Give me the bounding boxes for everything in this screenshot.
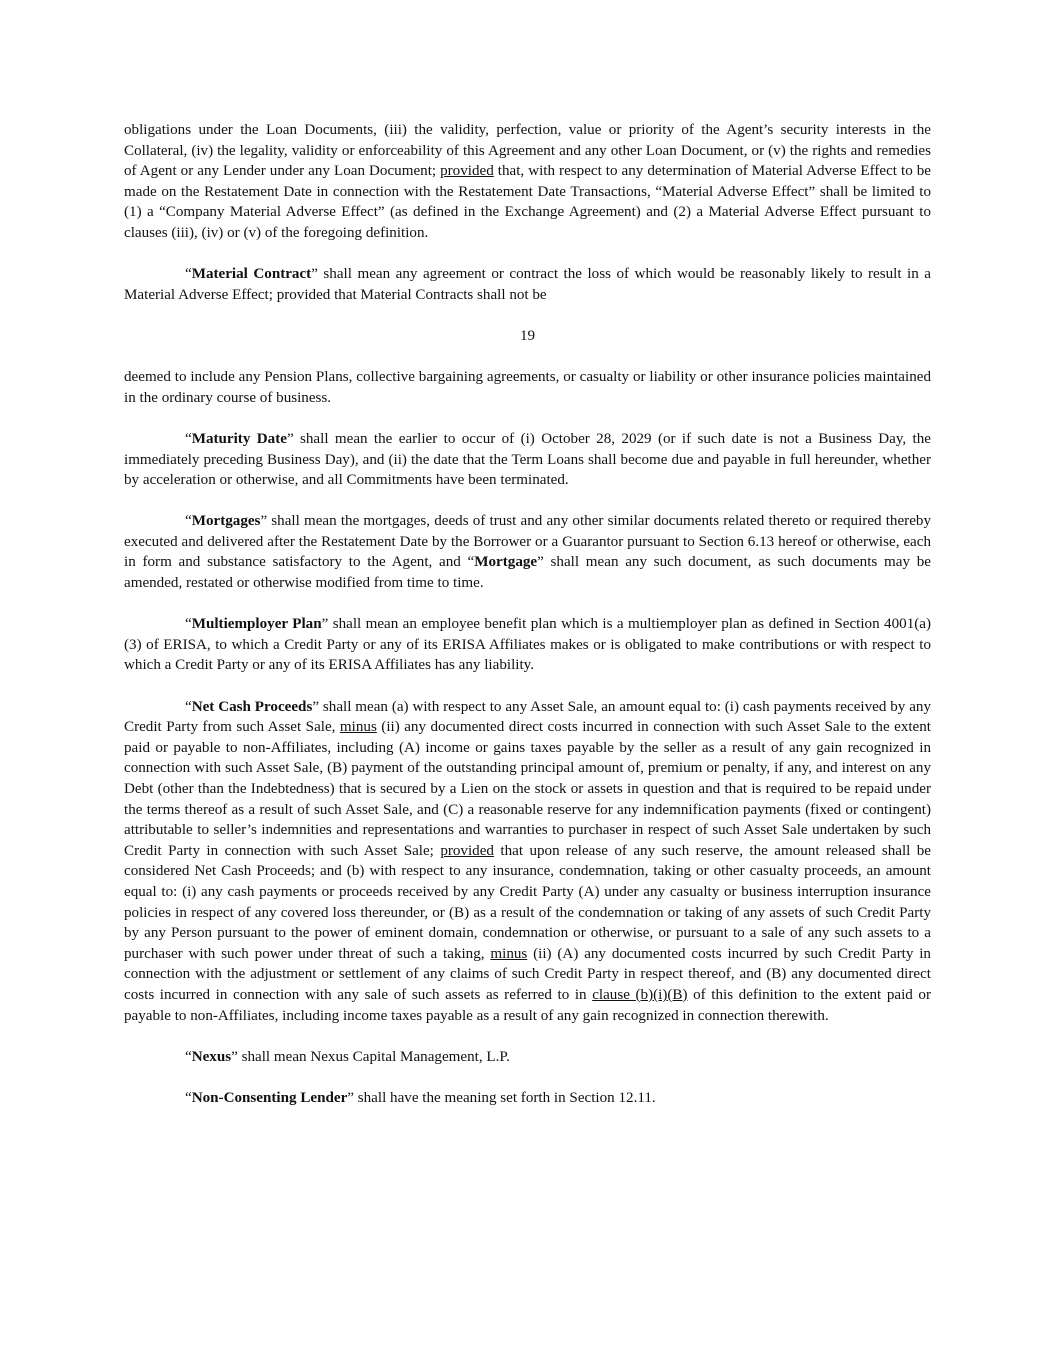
defined-term: Material Contract xyxy=(191,266,312,283)
definition-maturity-date xyxy=(124,429,931,491)
definition-text: (ii) any documented direct costs incurred in connection with such Asset Sale to the extent paid or payable to non-Affiliates, including (A) income or gains taxes payable by the seller as a result of any gain recognized in connection with such Asset Sale, (B) payment of the outstanding principal amount of, premium or penalty, if any, and interest on any Debt (other than the Indebtedness) that is secured by a Lien on the stock or assets in question and that is required to be repaid under the terms thereof as a result of such Asset Sale, and (C) a reasonable reserve for any indemnification payments (fixed or contingent) attributable to seller’s indemnities and representations and warranties to purchaser in respect of such Asset Sale undertaken by such Credit Party in connection with such Asset Sale; xyxy=(124,719,932,859)
quote-mark: “ xyxy=(185,1048,192,1065)
text-span: obligations under the Loan Documents, (iii) the validity, perfection, value or priority of the Agent’s security interests in the Collateral, (iv) the legality, validity or enforceability of this Agreement and any other Loan Document, or (v) the rights and remedies of Agent or any Lender under any Loan Document; xyxy=(124,122,931,180)
definition-text: ” shall mean (a) with respect to any Asset Sale, an amount equal to: (i) cash payments received by any Credit Party from such Asset Sale, xyxy=(124,698,932,736)
underlined-term: provided xyxy=(440,842,494,859)
quote-mark: “ xyxy=(185,698,192,715)
document-page xyxy=(124,120,931,1109)
defined-term: Maturity Date xyxy=(191,430,287,447)
paragraph-material-adverse-effect-continued xyxy=(124,120,931,244)
definition-text: of this definition to the extent paid or payable to non-Affiliates, including income taxes payable as a result of any gain recognized in connection therewith. xyxy=(124,986,931,1024)
definition-text: ” shall mean Nexus Capital Management, L.P. xyxy=(231,1048,510,1065)
definition-net-cash-proceeds xyxy=(124,697,931,1027)
definition-text: ” shall mean the mortgages, deeds of trust and any other similar documents related thereto or required thereby executed and delivered after the Restatement Date by the Borrower or a Guarantor pursuant to Section 6.13 hereof or otherwise, each in form and substance satisfactory to the Agent, and “ xyxy=(124,513,931,571)
definition-text: (ii) (A) any documented costs incurred by such Credit Party in connection with the adjustment or settlement of any claims of such Credit Party in respect thereof, and (B) any documented direct costs incurred in connection with any sale of such assets as referred to in xyxy=(124,945,931,1003)
definition-text: ” shall mean the earlier to occur of (i) October 28, 2029 (or if such date is not a Business Day, the immediately preceding Business Day), and (ii) the date that the Term Loans shall become due and payable in full hereunder, whether by acceleration or otherwise, and all Commitments have been terminated. xyxy=(124,430,931,489)
definition-non-consenting-lender xyxy=(124,1088,931,1109)
defined-term: Multiemployer Plan xyxy=(191,616,322,633)
definition-text: that upon release of any such reserve, the amount released shall be considered Net Cash Proceeds; and (b) with respect to any insurance, condemnation, taking or other casualty proceeds, an amount equal to: (i) any cash payments or proceeds received by any Credit Party (A) under any casualty or business interruption insurance policies in respect of any covered loss thereunder, or (B) as a result of the condemnation or taking of any assets of such Credit Party by any Person pursuant to the power of eminent domain, condemnation or otherwise, or pursuant to a sale of any such assets to a purchaser with such power under threat of such a taking, xyxy=(124,842,932,962)
definition-text: ” shall have the meaning set forth in Section 12.11. xyxy=(347,1089,656,1106)
defined-term: Mortgages xyxy=(191,513,261,530)
definition-text: ” shall mean any agreement or contract the loss of which would be reasonably likely to result in a Material Adverse Effect; provided that Material Contracts shall not be xyxy=(124,266,931,303)
underlined-term: minus xyxy=(490,945,528,962)
paragraph-material-contract-continued xyxy=(124,367,931,408)
text-span: that, with respect to any determination of Material Adverse Effect to be made on the Restatement Date in connection with the Restatement Date Transactions, “Material Adverse Effect” shall be limited to (1) a “Company Material Adverse Effect” (as defined in the Exchange Agreement) and (2) a Material Adverse Effect pursuant to clauses (iii), (iv) or (v) of the foregoing definition. xyxy=(124,163,932,241)
quote-mark: “ xyxy=(185,430,192,447)
definition-material-contract xyxy=(124,264,931,305)
quote-mark: “ xyxy=(185,513,192,530)
defined-term: Nexus xyxy=(191,1048,232,1065)
definition-mortgages xyxy=(124,511,931,593)
quote-mark: “ xyxy=(185,266,192,283)
underlined-term: minus xyxy=(339,719,377,736)
defined-term: Net Cash Proceeds xyxy=(191,698,313,715)
underlined-term: provided xyxy=(440,163,494,180)
definition-nexus xyxy=(124,1047,931,1068)
definition-text: ” shall mean an employee benefit plan which is a multiemployer plan as defined in Section 4001(a)(3) of ERISA, to which a Credit Party or any of its ERISA Affiliates makes or is obligated to make contributions or with respect to which a Credit Party or any of its ERISA Affiliates has any liability. xyxy=(124,616,931,674)
page-number: 19 xyxy=(519,327,536,344)
definition-text: ” shall mean any such document, as such documents may be amended, restated or otherwise modified from time to time. xyxy=(124,554,932,592)
definition-multiemployer-plan xyxy=(124,614,931,676)
quote-mark: “ xyxy=(185,1089,192,1106)
underlined-term: clause (b)(i)(B) xyxy=(592,986,688,1003)
defined-term: Mortgage xyxy=(474,554,538,571)
text-span: deemed to include any Pension Plans, collective bargaining agreements, or casualty or liability or other insurance policies maintained in the ordinary course of business. xyxy=(124,369,931,406)
quote-mark: “ xyxy=(185,616,192,633)
defined-term: Non-Consenting Lender xyxy=(191,1089,348,1106)
